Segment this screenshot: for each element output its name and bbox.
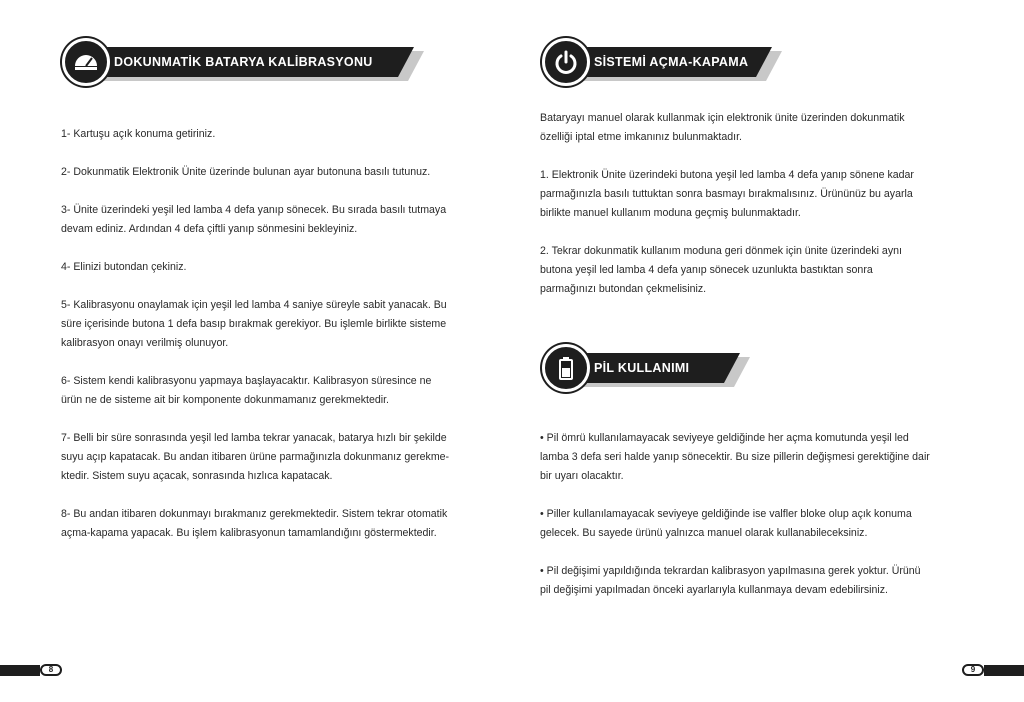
text-line: 5- Kalibrasyonu onaylamak için yeşil led lamba 4 saniye süreyle sabit yanacak. Bu [61,299,447,311]
text-line: lamba 3 defa seri halde yanıp sönecektir. Bu size pillerin değişmesi gerektiğine dair [540,451,930,463]
paragraph [540,505,951,543]
text-line: 6- Sistem kendi kalibrasyonu yapmaya başlayacaktır. Kalibrasyon süresince ne [61,375,432,387]
text-line: gelecek. Bu sayede ürünü yalnızca manuel olarak kullanabileceksiniz. [540,527,868,539]
text-line: 4- Elinizi butondan çekiniz. [61,261,187,273]
battery-icon [542,344,590,392]
text-line: Bataryayı manuel olarak kullanmak için elektronik ünite üzerinden dokunmatik [540,112,905,124]
section-title: PİL KULLANIMI [594,361,690,375]
text-line: 1. Elektronik Ünite üzerindeki butona yeşil led lamba 4 defa yanıp sönene kadar [540,169,914,181]
paragraph [61,296,472,353]
text-line: bir uyarı olacaktır. [540,470,624,482]
text-line: 8- Bu andan itibaren dokunmayı bırakmanız gerekmektedir. Sistem tekrar otomatik [61,508,448,520]
text-line: ktedir. Sistem suyu açacak, sonrasında hızlıca kapatacak. [61,470,333,482]
text-line: birlikte manuel kullanım moduna geçmiş bulunmaktadır. [540,207,801,219]
page-number-rule [0,665,40,676]
power-section-body [540,109,940,299]
text-line: özelliği iptal etme imkanınız bulunmaktadır. [540,131,742,143]
power-section-header [542,38,792,86]
text-line: pil değişimi yapılmadan önceki ayarlarıyla kullanmaya devam edebilirsiniz. [540,584,888,596]
section-title: DOKUNMATİK BATARYA KALİBRASYONU [114,55,373,69]
paragraph [540,109,940,147]
gauge-icon [62,38,110,86]
paragraph [61,429,472,486]
text-line: • Pil ömrü kullanılamayacak seviyeye geldiğinde her açma komutunda yeşil led [540,432,909,444]
text-line: kalibrasyon onayı verilmiş olunuyor. [61,337,229,349]
text-line: • Pil değişimi yapıldığında tekrardan kalibrasyon yapılmasına gerek yoktur. Ürünü [540,565,921,577]
section-title: SİSTEMİ AÇMA-KAPAMA [594,55,749,69]
paragraph [61,258,472,277]
paragraph [61,372,472,410]
battery-section-body [540,429,951,600]
page-number-left [0,664,62,676]
page-number-right [962,664,1024,676]
text-line: 7- Belli bir süre sonrasında yeşil led lamba tekrar yanacak, batarya hızlı bir şekilde [61,432,447,444]
text-line: butona yeşil led lamba 4 defa yanıp sönecek uzunlukta bastıktan sonra [540,264,873,276]
text-line: devam ediniz. Ardından 4 defa çiftli yanıp sönmesini bekleyiniz. [61,223,358,235]
text-line: 1- Kartuşu açık konuma getiriniz. [61,128,216,140]
text-line: parmağınızla basılı tuttuktan sonra basmayı bırakmalısınız. Ürününüz bu ayarla [540,188,913,200]
battery-section-header [542,344,762,392]
left-section-header [62,38,432,86]
text-line: 3- Ünite üzerindeki yeşil led lamba 4 defa yanıp sönecek. Bu sırada basılı tutmaya [61,204,447,216]
paragraph [61,201,472,239]
power-icon [542,38,590,86]
text-line: açma-kapama yapacak. Bu işlem kalibrasyonun tamamlandığını göstermektedir. [61,527,437,539]
text-line: süre içerisinde butona 1 defa basıp bırakmak gerekiyor. Bu işlemle birlikte sisteme [61,318,447,330]
page-number-rule [984,665,1024,676]
paragraph [61,505,472,543]
paragraph [61,125,472,144]
page-number: 8 [40,664,62,676]
text-line: ürün ne de sisteme ait bir komponente dokunmamanız gerekmektedir. [61,394,389,406]
paragraph [540,242,940,299]
text-line: • Piller kullanılamayacak seviyeye geldiğinde ise valfler bloke olup açık konuma [540,508,912,520]
text-line: 2- Dokunmatik Elektronik Ünite üzerinde bulunan ayar butonuna basılı tutunuz. [61,166,431,178]
left-page-body [61,125,472,543]
paragraph [540,429,951,486]
paragraph [540,562,951,600]
paragraph [540,166,940,223]
paragraph [61,163,472,182]
text-line: suyu açıp kapatacak. Bu andan itibaren ürüne parmağınızla dokunmanız gerekme- [61,451,450,463]
text-line: 2. Tekrar dokunmatik kullanım moduna geri dönmek için ünite üzerindeki aynı [540,245,902,257]
text-line: parmağınızı butondan çekmelisiniz. [540,283,707,295]
page-number: 9 [962,664,984,676]
